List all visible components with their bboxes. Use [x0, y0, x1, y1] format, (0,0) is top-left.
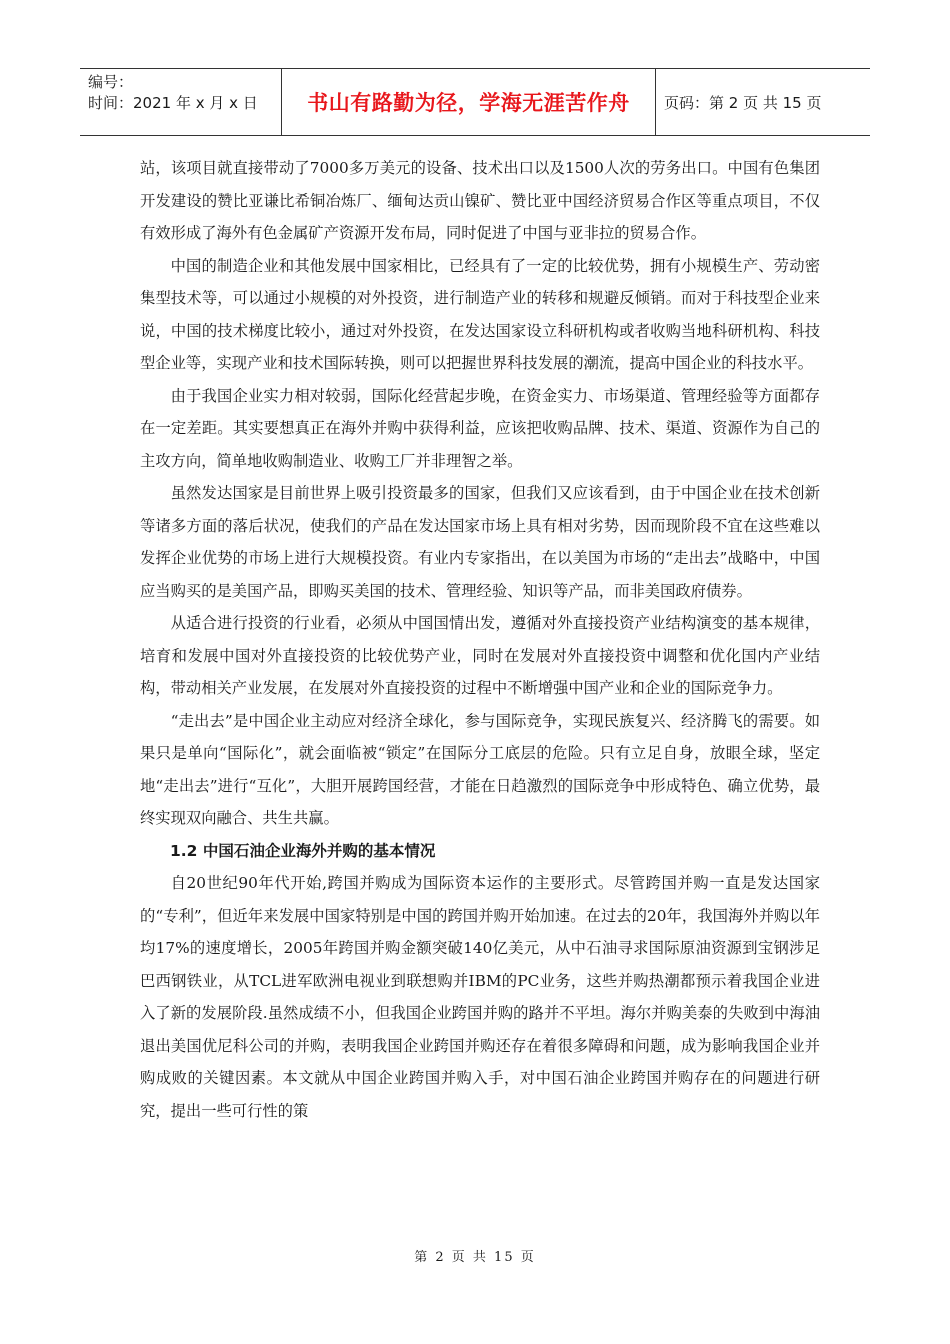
document-body: [140, 152, 820, 1127]
header-page-label: 页码：第 2 页 共 15 页: [664, 93, 822, 112]
paragraph: 中国的制造企业和其他发展中国家相比，已经具有了一定的比较优势，拥有小规模生产、劳动密集型技术等，可以通过小规模的对外投资，进行制造产业的转移和规避反倾销。而对于科技型企业来说，中国的技术梯度比较小，通过对外投资，在发达国家设立科研机构或者收购当地科研机构、科技型企业等，实现产业和技术国际转换，则可以把握世界科技发展的潮流，提高中国企业的科技水平。: [140, 256, 820, 372]
document-date-label: 时间：2021 年 x 月 x 日: [88, 94, 258, 112]
paragraph: 站，该项目就直接带动了7000多万美元的设备、技术出口以及1500人次的劳务出口。中国有色集团开发建设的赞比亚谦比希铜冶炼厂、缅甸达贡山镍矿、赞比亚中国经济贸易合作区等重点项目，不仅有效形成了海外有色金属矿产资源开发布局，同时促进了中国与亚非拉的贸易合作。: [140, 159, 820, 242]
header-meta: [80, 69, 282, 135]
header-motto: 书山有路勤为径，学海无涯苦作舟: [282, 69, 656, 135]
paragraph: “走出去”是中国企业主动应对经济全球化，参与国际竞争，实现民族复兴、经济腾飞的需要。如果只是单向“国际化”，就会面临被“锁定”在国际分工底层的危险。只有立足自身，放眼全球，坚定地“走出去”进行“互化”，大胆开展跨国经营，才能在日趋激烈的国际竞争中形成特色、确立优势，最终实现双向融合、共生共赢。: [140, 711, 820, 827]
section-heading: 1.2 中国石油企业海外并购的基本情况: [170, 841, 436, 860]
paragraph: 虽然发达国家是目前世界上吸引投资最多的国家，但我们又应该看到，由于中国企业在技术创新等诸多方面的落后状况，使我们的产品在发达国家市场上具有相对劣势，因而现阶段不宜在这些难以发挥企业优势的市场上进行大规模投资。有业内专家指出，在以美国为市场的“走出去”战略中，中国应当购买的是美国产品，即购买美国的技术、管理经验、知识等产品，而非美国政府债券。: [140, 484, 820, 600]
paragraph: 由于我国企业实力相对较弱，国际化经营起步晚，在资金实力、市场渠道、管理经验等方面都存在一定差距。其实要想真正在海外并购中获得利益，应该把收购品牌、技术、渠道、资源作为自己的主攻方向，简单地收购制造业、收购工厂并非理智之举。: [140, 386, 820, 470]
page-footer: 第 2 页 共 15 页: [414, 1250, 536, 1265]
document-header: [80, 68, 870, 136]
document-number-label: 编号：: [88, 73, 134, 91]
paragraph: 从适合进行投资的行业看，必须从中国国情出发，遵循对外直接投资产业结构演变的基本规律，培育和发展中国对外直接投资的比较优势产业，同时在发展对外直接投资中调整和优化国内产业结构，带动相关产业发展，在发展对外直接投资的过程中不断增强中国产业和企业的国际竞争力。: [140, 614, 820, 697]
paragraph: 自20世纪90年代开始,跨国并购成为国际资本运作的主要形式。尽管跨国并购一直是发达国家的“专利”，但近年来发展中国家特别是中国的跨国并购开始加速。在过去的20年，我国海外并购以年均17%的速度增长，2005年跨国并购金额突破140亿美元，从中石油寻求国际原油资源到宝钢涉足巴西钢铁业，从TCL进军欧洲电视业到联想购并IBM的PC业务，这些并购热潮都预示着我国企业进入了新的发展阶段.虽然成绩不小，但我国企业跨国并购的路并不平坦。海尔并购美泰的失败到中海油退出美国优尼科公司的并购，表明我国企业跨国并购还存在着很多障碍和问题，成为影响我国企业并购成败的关键因素。本文就从中国企业跨国并购入手，对中国石油企业跨国并购存在的问题进行研究，提出一些可行性的策: [140, 874, 820, 1120]
